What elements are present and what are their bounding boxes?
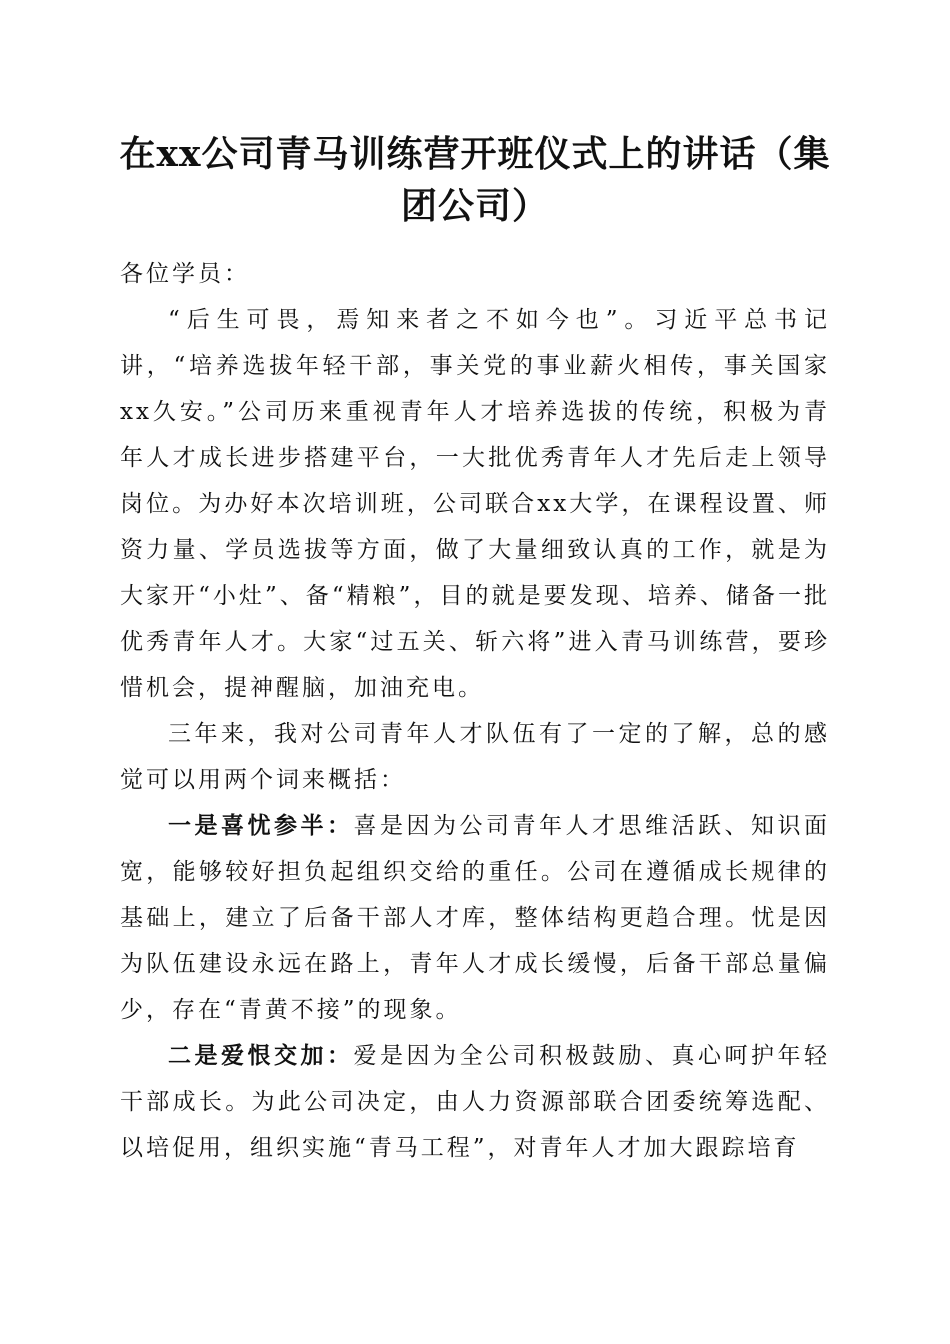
paragraph-overview-text: 三年来，我对公司青年人才队伍有了一定的了解，总的感觉可以用两个词来概括：: [120, 721, 830, 793]
salutation: 各位学员：: [120, 261, 250, 287]
paragraph-intro: [120, 297, 830, 711]
point-one-heading: 一是喜忧参半：: [168, 812, 354, 839]
point-one-text: 喜是因为公司青年人才思维活跃、知识面宽，能够较好担负起组织交给的重任。公司在遵循成长规律的基础上，建立了后备干部人才库，整体结构更趋合理。忧是因为队伍建设永远在路上，青年人才成长缓慢，后备干部总量偏少，存在“青黄不接”的现象。: [120, 813, 830, 1023]
point-two-text: 爱是因为全公司积极鼓励、真心呵护年轻干部成长。为此公司决定，由人力资源部联合团委统筹选配、以培促用，组织实施“青马工程”，对青年人才加大跟踪培育: [120, 1043, 830, 1161]
document-title: 在xx公司青马训练营开班仪式上的讲话（集团公司）: [119, 133, 831, 227]
paragraph-overview: [120, 711, 830, 803]
paragraph-intro-text: “后生可畏，焉知来者之不如今也”。习近平总书记讲，“培养选拔年轻干部，事关党的事业薪火相传，事关国家xx久安。”公司历来重视青年人才培养选拔的传统，积极为青年人才成长进步搭建平台，一大批优秀青年人才先后走上领导岗位。为办好本次培训班，公司联合xx大学，在课程设置、师资力量、学员选拔等方面，做了大量细致认真的工作，就是为大家开“小灶”、备“精粮”，目的就是要发现、培养、储备一批优秀青年人才。大家“过五关、斩六将”进入青马训练营，要珍惜机会，提神醒脑，加油充电。: [120, 307, 830, 701]
paragraph-point-one: [120, 803, 830, 1033]
document-body: [120, 251, 830, 1171]
point-two-heading: 二是爱恨交加：: [168, 1042, 354, 1069]
paragraph-point-two: [120, 1033, 830, 1171]
